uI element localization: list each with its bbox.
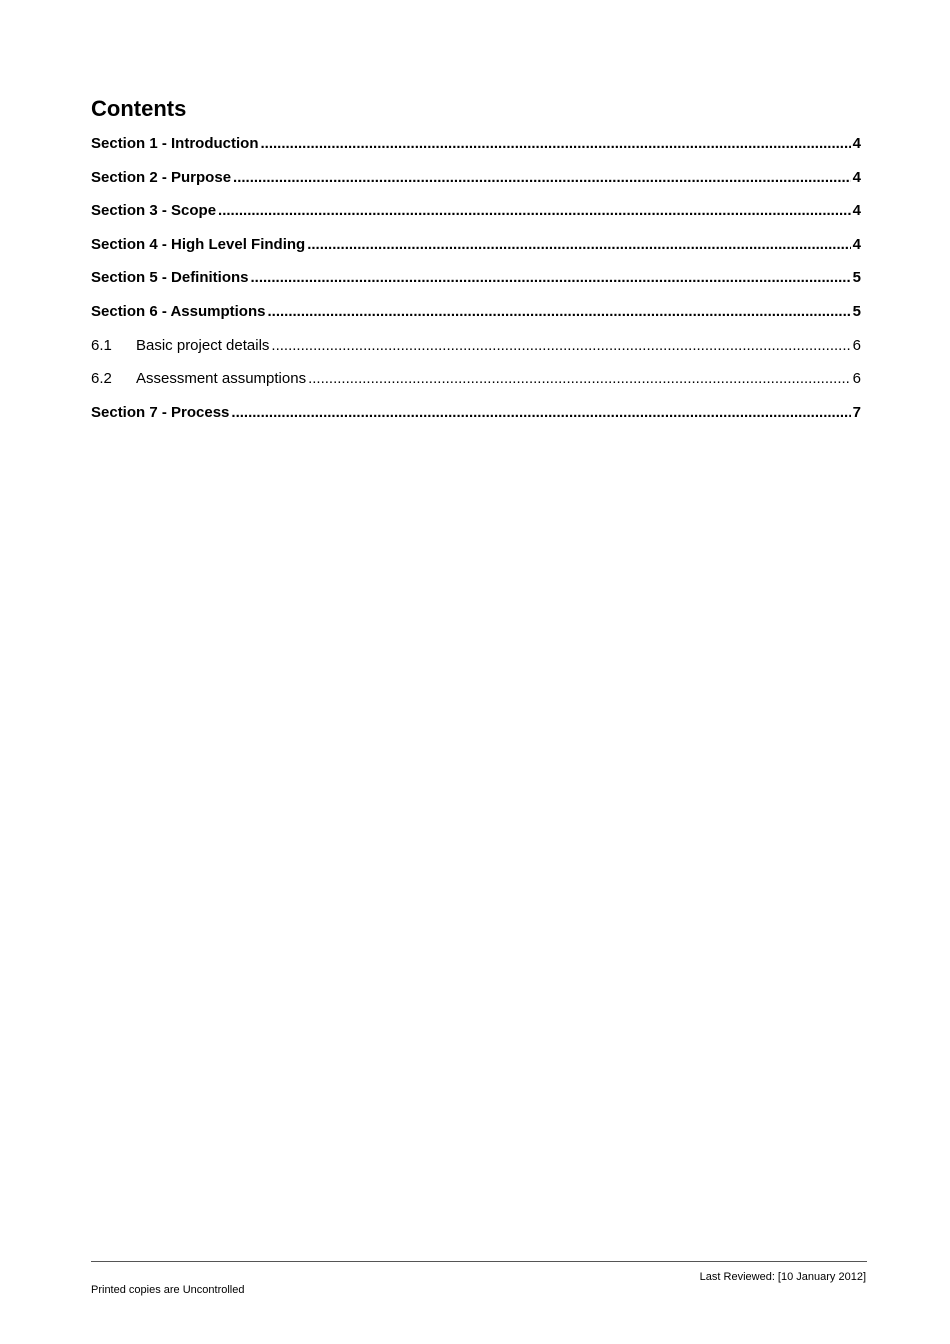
toc-dot-leader: [251, 268, 851, 288]
toc-entry-section-1[interactable]: [91, 134, 861, 168]
page-title: Contents: [91, 96, 187, 121]
toc-entry-number: 6.1: [91, 336, 112, 354]
toc-entry-label: Section 5 - Definitions: [91, 269, 249, 287]
toc-dot-leader: [231, 403, 850, 423]
toc-entry-label: Basic project details: [136, 336, 270, 354]
toc-entry-label: Section 7 - Process: [91, 403, 230, 421]
table-of-contents: [91, 134, 861, 436]
toc-entry-page: 4: [852, 135, 861, 152]
toc-entry-label: Section 4 - High Level Finding: [91, 235, 306, 253]
toc-entry-section-4[interactable]: [91, 235, 861, 269]
toc-entry-label: Section 6 - Assumptions: [91, 302, 266, 320]
toc-entry-section-3[interactable]: [91, 201, 861, 235]
last-reviewed-date: Last Reviewed: [10 January 2012]: [699, 1271, 866, 1283]
toc-dot-leader: [261, 134, 851, 154]
toc-entry-label: Section 2 - Purpose: [91, 168, 232, 186]
toc-entry-page: 6: [852, 370, 861, 388]
uncontrolled-copy-notice: Printed copies are Uncontrolled: [91, 1284, 245, 1296]
toc-entry-label: Section 1 - Introduction: [91, 135, 259, 152]
toc-entry-number: 6.2: [91, 370, 112, 388]
toc-entry-page: 5: [852, 302, 861, 320]
toc-dot-leader: [271, 336, 850, 356]
toc-entry-label: Assessment assumptions: [136, 370, 307, 388]
toc-entry-page: 4: [852, 235, 861, 253]
toc-entry-section-5[interactable]: [91, 268, 861, 302]
toc-entry-page: 7: [852, 403, 861, 421]
toc-entry-6-2[interactable]: [91, 369, 861, 403]
toc-entry-page: 5: [852, 269, 861, 287]
toc-dot-leader: [308, 369, 851, 389]
toc-entry-page: 4: [852, 168, 861, 186]
toc-dot-leader: [267, 302, 850, 322]
toc-entry-section-7[interactable]: [91, 403, 861, 437]
toc-dot-leader: [307, 235, 850, 255]
footer-divider: [91, 1261, 867, 1262]
toc-entry-label: Section 3 - Scope: [91, 202, 217, 220]
toc-dot-leader: [233, 168, 851, 188]
toc-dot-leader: [218, 201, 851, 221]
toc-entry-page: 6: [852, 336, 861, 354]
toc-entry-page: 4: [852, 202, 861, 220]
toc-entry-section-6[interactable]: [91, 302, 861, 336]
toc-entry-section-2[interactable]: [91, 168, 861, 202]
toc-entry-6-1[interactable]: [91, 336, 861, 370]
